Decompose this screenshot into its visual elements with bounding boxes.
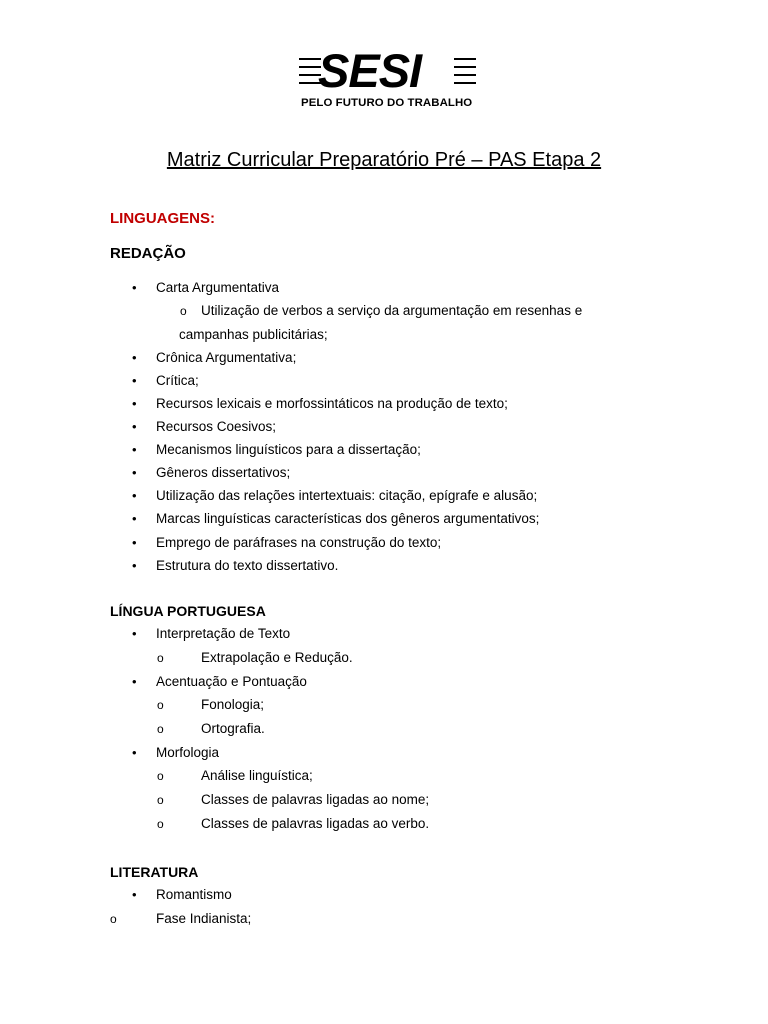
list-item: Utilização das relações intertextuais: citação, epígrafe e alusão;: [156, 488, 538, 503]
bullet-marker: •: [132, 887, 137, 902]
list-item: Acentuação e Pontuação: [156, 674, 307, 689]
sesi-logo: [288, 44, 480, 120]
list-item: Carta Argumentativa: [156, 280, 280, 295]
sub-bullet-marker: o: [157, 817, 164, 831]
bullet-marker: •: [132, 511, 137, 526]
bullet-marker: •: [132, 558, 137, 573]
list-item: Estrutura do texto dissertativo.: [156, 558, 339, 573]
section-linguagens: LINGUAGENS:: [110, 210, 215, 227]
sub-list-item: Utilização de verbos a serviço da argumentação em resenhas e: [201, 303, 583, 318]
sub-list-item: Fonologia;: [201, 697, 265, 712]
bullet-marker: •: [132, 626, 137, 641]
bullet-marker: •: [132, 419, 137, 434]
sub-list-item: Classes de palavras ligadas ao nome;: [201, 792, 430, 807]
bullet-marker: •: [132, 280, 137, 295]
bullet-marker: •: [132, 674, 137, 689]
list-item: Mecanismos linguísticos para a dissertação;: [156, 442, 421, 457]
list-item: Gêneros dissertativos;: [156, 465, 291, 480]
sub-list-item: Classes de palavras ligadas ao verbo.: [201, 816, 430, 831]
list-item: Interpretação de Texto: [156, 626, 291, 641]
logo-speed-lines-right: [454, 58, 476, 90]
logo-tagline: PELO FUTURO DO TRABALHO: [301, 97, 473, 109]
list-item: Crônica Argumentativa;: [156, 350, 297, 365]
list-item: Emprego de paráfrases na construção do texto;: [156, 535, 442, 550]
bullet-marker: •: [132, 535, 137, 550]
sub-bullet-marker: o: [157, 769, 164, 783]
list-item: Recursos Coesivos;: [156, 419, 277, 434]
document-title: Matriz Curricular Preparatório Pré – PAS Etapa 2: [166, 149, 602, 171]
list-item: Crítica;: [156, 373, 199, 388]
bullet-marker: •: [132, 396, 137, 411]
sub-bullet-marker: o: [180, 304, 187, 318]
bullet-marker: •: [132, 465, 137, 480]
section-lingua-portuguesa: LÍNGUA PORTUGUESA: [110, 603, 266, 619]
sub-list-item: Fase Indianista;: [156, 911, 252, 926]
logo-wordmark: SESI: [318, 44, 422, 97]
list-item: Marcas linguísticas características dos gêneros argumentativos;: [156, 511, 540, 526]
sub-list-item-continuation: campanhas publicitárias;: [179, 327, 328, 342]
section-redacao: REDAÇÃO: [110, 245, 186, 262]
sub-bullet-marker: o: [110, 912, 117, 926]
section-literatura: LITERATURA: [110, 864, 199, 880]
list-item: Morfologia: [156, 745, 220, 760]
sub-bullet-marker: o: [157, 722, 164, 736]
bullet-marker: •: [132, 442, 137, 457]
list-item: Romantismo: [156, 887, 232, 902]
sub-list-item: Ortografia.: [201, 721, 265, 736]
bullet-marker: •: [132, 373, 137, 388]
list-item: Recursos lexicais e morfossintáticos na produção de texto;: [156, 396, 508, 411]
bullet-marker: •: [132, 745, 137, 760]
sub-bullet-marker: o: [157, 651, 164, 665]
bullet-marker: •: [132, 350, 137, 365]
sub-bullet-marker: o: [157, 698, 164, 712]
sub-bullet-marker: o: [157, 793, 164, 807]
sub-list-item: Extrapolação e Redução.: [201, 650, 353, 665]
bullet-marker: •: [132, 488, 137, 503]
sub-list-item: Análise linguística;: [201, 768, 313, 783]
